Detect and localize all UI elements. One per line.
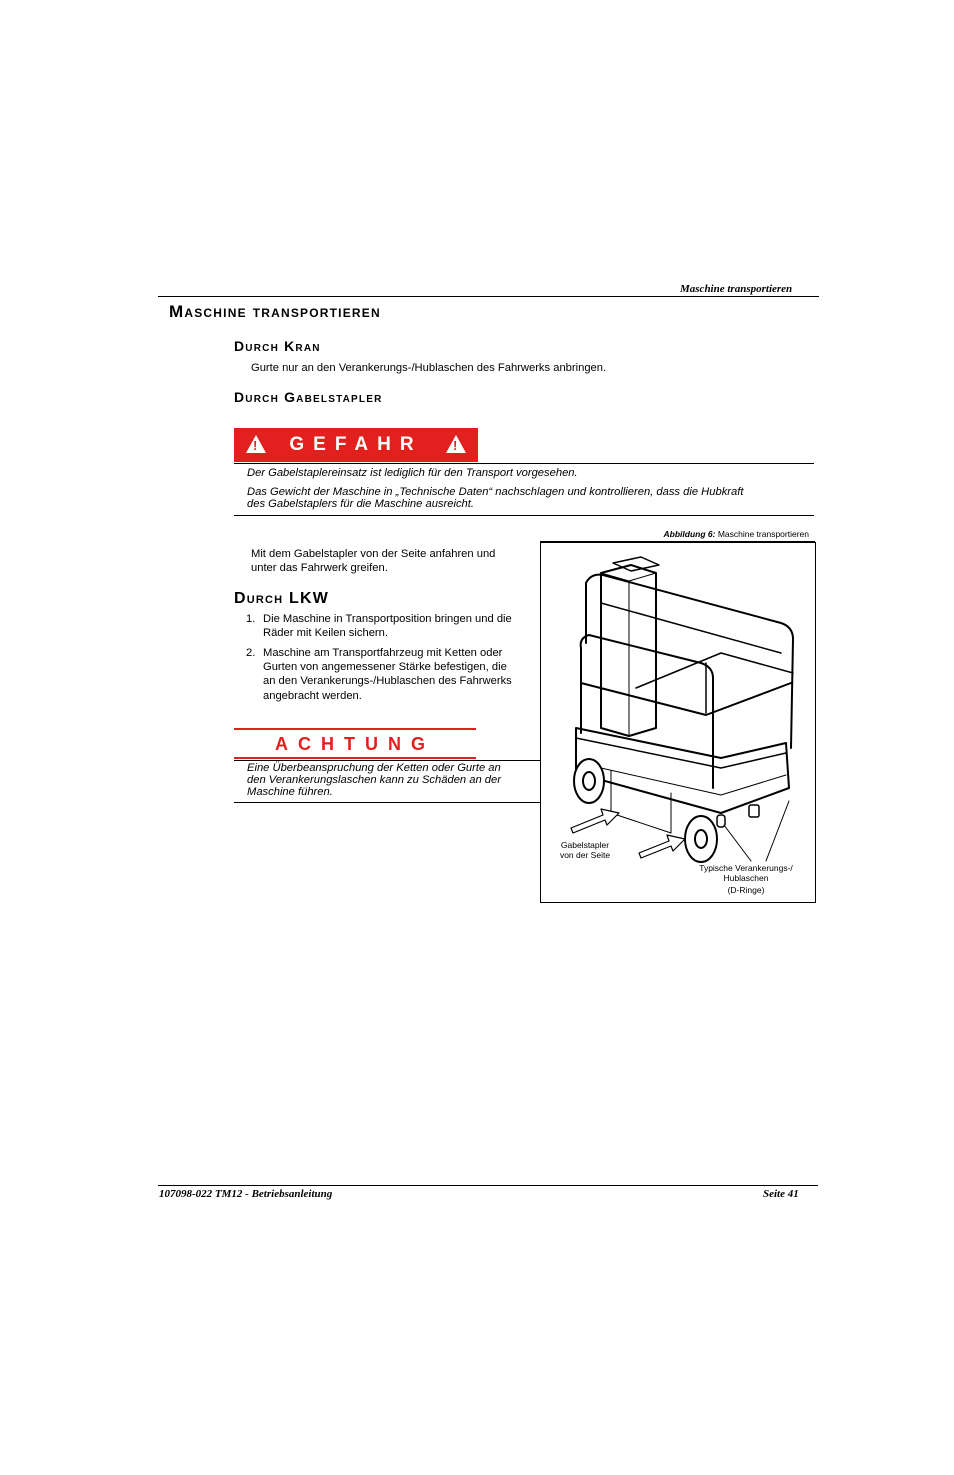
- footer-doc-id: 107098-022 TM12 - Betriebsanleitung: [159, 1188, 333, 1200]
- header-rule: [158, 296, 819, 297]
- caution-rule-top: [234, 760, 540, 761]
- danger-label: GEFAHR: [289, 434, 423, 455]
- section-title: Maschine transportieren: [169, 302, 381, 321]
- caution-label: ACHTUNG: [275, 734, 435, 754]
- danger-text-1: Der Gabelstaplereinsatz ist lediglich für den Transport vorgesehen.: [247, 467, 578, 479]
- heading-crane: Durch Kran: [234, 338, 321, 354]
- label-anchors-line-2: Hublaschen: [723, 873, 769, 883]
- figure-caption: [664, 529, 810, 539]
- label-anchors-line-3: (D-Ringe): [727, 885, 765, 895]
- running-header: Maschine transportieren: [680, 283, 793, 295]
- step-1-line-1: Die Maschine in Transportposition bringen und die: [263, 613, 512, 625]
- footer-rule: [158, 1185, 818, 1186]
- caution-text-3: Maschine führen.: [247, 786, 333, 798]
- caution-text-1: Eine Überbeanspruchung der Ketten oder Gurte an: [247, 762, 501, 774]
- caution-text-2: den Verankerungslaschen kann zu Schäden an der: [247, 774, 501, 786]
- caution-banner: [234, 728, 476, 759]
- caption-prefix: Abbildung 6:: [663, 529, 716, 539]
- step-1-line-2: Räder mit Keilen sichern.: [263, 627, 388, 639]
- forklift-text-1: Mit dem Gabelstapler von der Seite anfahren und: [251, 548, 496, 560]
- caption-text: Maschine transportieren: [717, 529, 809, 539]
- label-forklift-line-2: von der Seite: [559, 850, 611, 860]
- forklift-text-2: unter das Fahrwerk greifen.: [251, 562, 388, 574]
- danger-rule-top: [234, 463, 814, 464]
- step-2-line-1: Maschine am Transportfahrzeug mit Ketten oder: [263, 647, 503, 659]
- heading-forklift: Durch Gabelstapler: [234, 389, 383, 405]
- figure-frame: [540, 542, 816, 903]
- crane-text: Gurte nur an den Verankerungs-/Hublaschen des Fahrwerks anbringen.: [251, 362, 607, 374]
- step-2-line-3: an den Verankerungs-/Hublaschen des Fahrwerks: [263, 675, 512, 687]
- label-forklift: [549, 840, 621, 860]
- danger-banner: [234, 428, 478, 462]
- caution-rule-bottom: [234, 802, 540, 803]
- warning-triangle-icon: !: [446, 435, 466, 453]
- step-2-line-2: Gurten von angemessener Stärke befestigen, die: [263, 661, 507, 673]
- step-2-num: 2.: [246, 647, 256, 659]
- heading-truck: Durch LKW: [234, 590, 330, 607]
- step-2-line-4: angebracht werden.: [263, 690, 362, 702]
- label-anchors: [686, 863, 806, 895]
- danger-text-3: des Gabelstaplers für die Maschine ausreicht.: [247, 498, 474, 510]
- label-forklift-line-1: Gabelstapler: [560, 840, 610, 850]
- step-1-num: 1.: [246, 613, 256, 625]
- label-anchors-line-1: Typische Verankerungs-/: [699, 863, 793, 873]
- footer-page-number: Seite 41: [763, 1188, 799, 1200]
- danger-rule-bottom: [234, 515, 814, 516]
- danger-text-2: Das Gewicht der Maschine in „Technische Daten“ nachschlagen und kontrollieren, dass die Hubkraft: [247, 486, 744, 498]
- warning-triangle-icon: !: [246, 435, 266, 453]
